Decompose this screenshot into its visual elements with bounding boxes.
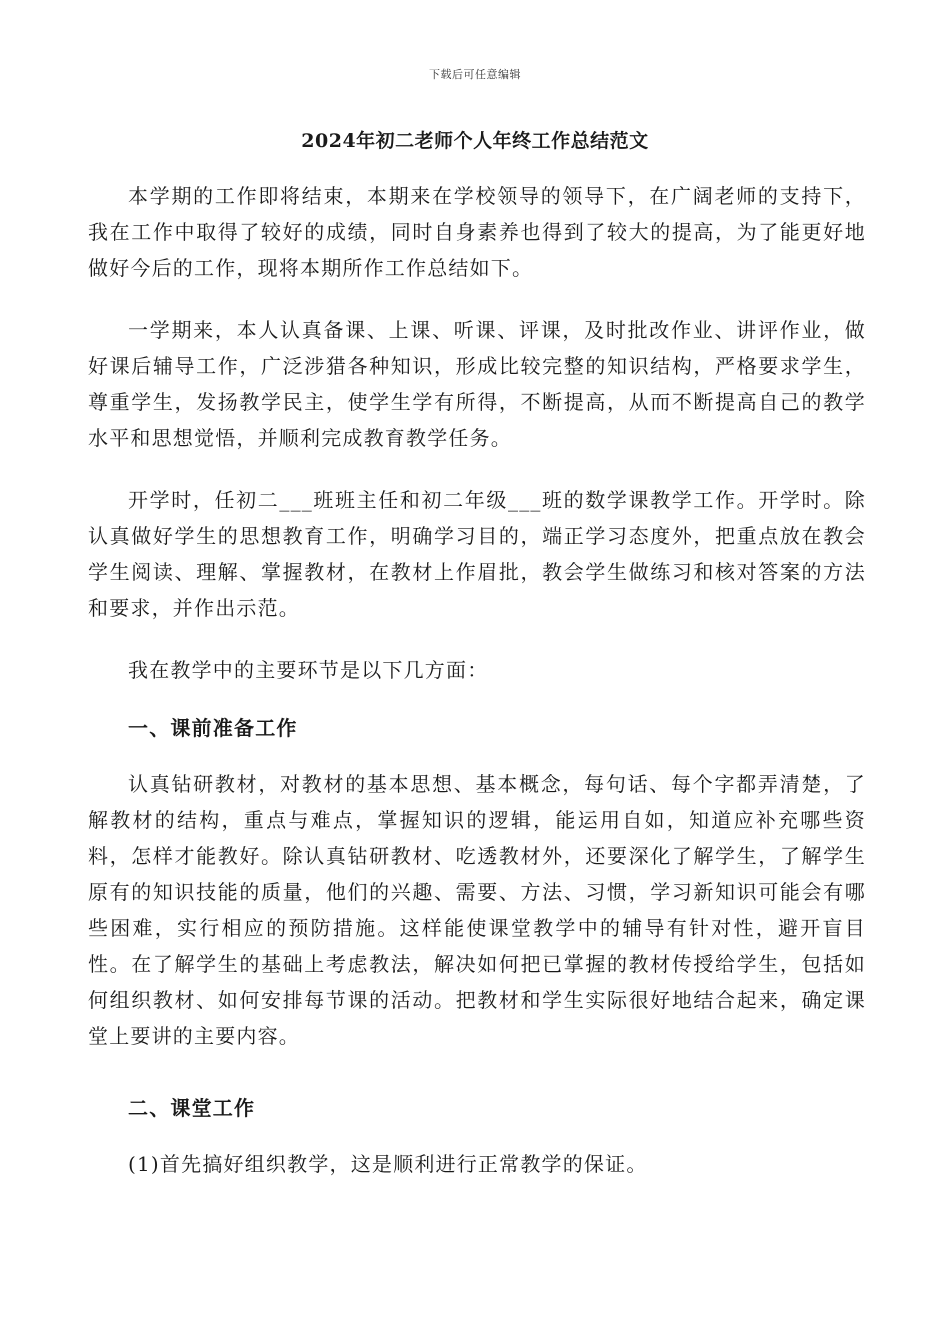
paragraph-text: 认真钻研教材，对教材的基本思想、基本概念，每句话、每个字都弄清楚，了解教材的结构，重点与难点，掌握知识的逻辑，能运用自如，知道应补充哪些资料，怎样才能教好。除认真钻研教材、吃透教材外，还要深化了解学生，了解学生原有的知识技能的质量，他们的兴趣、需要、方法、习惯，学习新知识可能会有哪些困难，实行相应的预防措施。这样能使课堂教学中的辅导有针对性，避开盲目性。在了解学生的基础上考虑教法，解决如何把已掌握的教材传授给学生，包括如何组织教材、如何安排每节课的活动。把教材和学生实际很好地结合起来，确定课堂上要讲的主要内容。	[88, 772, 866, 1048]
paragraph-teaching-duties	[88, 312, 866, 456]
paragraph-preparation	[88, 766, 866, 1054]
paragraph-text: (1)首先搞好组织教学，这是顺利进行正常教学的保证。	[128, 1152, 648, 1176]
section-heading-preparation	[88, 710, 866, 746]
section-heading-text: 一、课前准备工作	[128, 716, 298, 740]
paragraph-class-assignment	[88, 482, 866, 626]
paragraph-text: 本学期的工作即将结束，本期来在学校领导的领导下，在广阔老师的支持下，我在工作中取得了较好的成绩，同时自身素养也得到了较大的提高，为了能更好地做好今后的工作，现将本期所作工作总结如下。	[88, 184, 866, 280]
section-heading-classroom	[88, 1090, 866, 1126]
paragraph-classroom-item-1	[88, 1146, 866, 1182]
section-heading-text: 二、课堂工作	[128, 1096, 256, 1120]
paragraph-text: 我在教学中的主要环节是以下几方面：	[128, 658, 489, 682]
paragraph-text: 开学时，任初二___班班主任和初二年级___班的数学课教学工作。开学时。除认真做好学生的思想教育工作，明确学习目的，端正学习态度外，把重点放在教会学生阅读、理解、掌握教材，在教材上作眉批，教会学生做练习和核对答案的方法和要求，并作出示范。	[88, 488, 866, 620]
paragraph-intro	[88, 178, 866, 286]
document-title: 2024年初二老师个人年终工作总结范文	[301, 130, 649, 152]
paragraph-text: 一学期来，本人认真备课、上课、听课、评课，及时批改作业、讲评作业，做好课后辅导工作，广泛涉猎各种知识，形成比较完整的知识结构，严格要求学生，尊重学生，发扬教学民主，使学生学有所得，不断提高，从而不断提高自己的教学水平和思想觉悟，并顺利完成教育教学任务。	[88, 318, 866, 450]
header-note: 下载后可任意编辑	[429, 68, 521, 81]
paragraph-main-aspects	[88, 652, 866, 688]
